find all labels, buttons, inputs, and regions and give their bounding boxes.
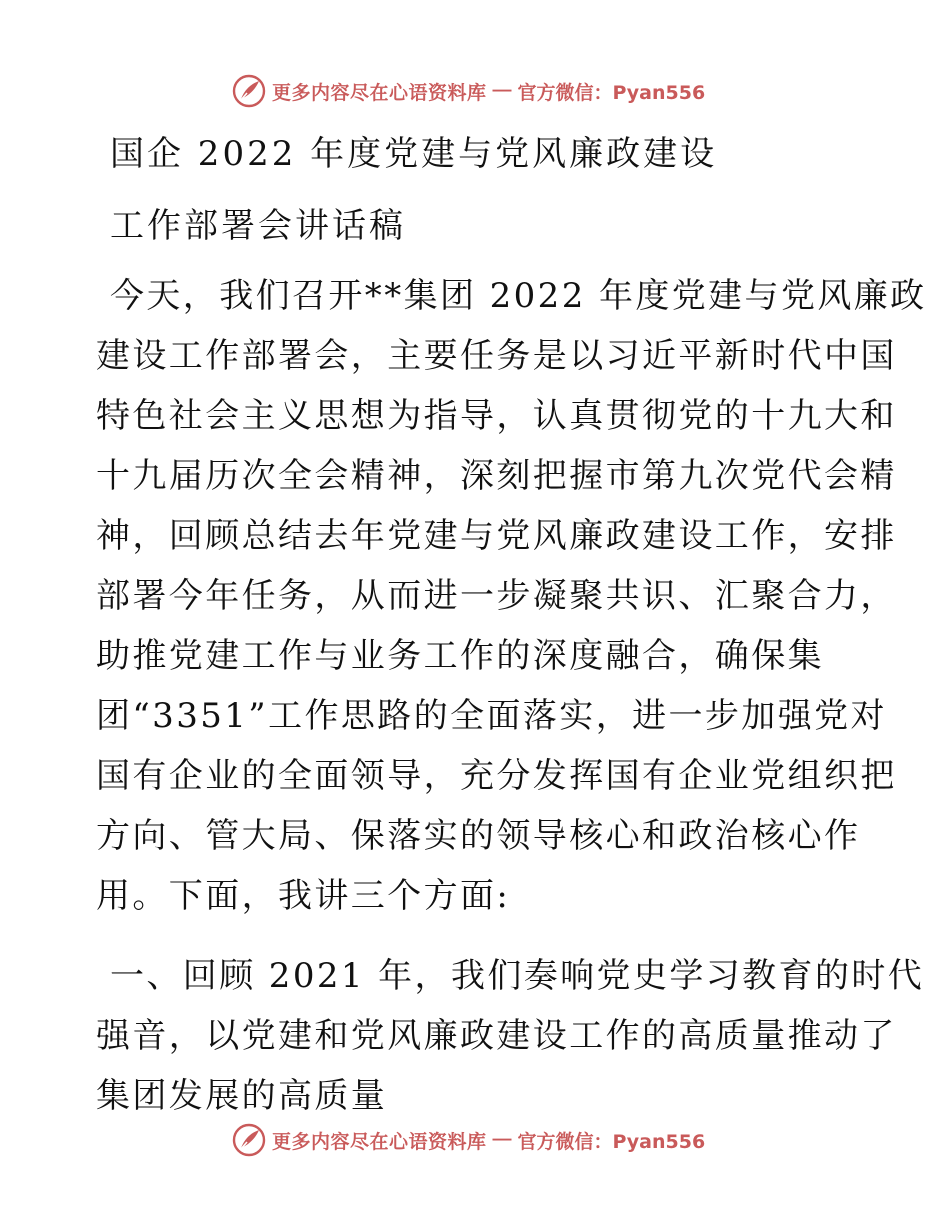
paragraph-1-line: 特色社会主义思想为指导，认真贯彻党的十九大和 [96, 396, 897, 436]
paragraph-1-line: 助推党建工作与业务工作的深度融合，确保集 [96, 636, 824, 676]
paragraph-1-line: 用。下面，我讲三个方面: [96, 876, 511, 916]
paragraph-1-line: 部署今年任务，从而进一步凝聚共识、汇聚合力， [96, 576, 897, 616]
section-1-heading-line: 集团发展的高质量 [96, 1076, 388, 1116]
paragraph-1-line: 团“3351”工作思路的全面落实，进一步加强党对 [96, 696, 887, 736]
paragraph-1-line: 建设工作部署会，主要任务是以习近平新时代中国 [96, 336, 897, 376]
document-body [96, 266, 927, 1126]
watermark-separator: — [492, 80, 512, 101]
watermark-contact-text: 官方微信：Pyan556 [517, 81, 706, 104]
feather-quill-logo-icon [232, 74, 266, 108]
watermark-bottom [232, 1120, 752, 1160]
watermark-brand-text: 更多内容尽在心语资料库 [272, 1130, 487, 1153]
document-title-line-2: 工作部署会讲话稿 [110, 206, 406, 246]
watermark-contact-text: 官方微信：Pyan556 [517, 1130, 706, 1153]
section-1-heading-line: 强音，以党建和党风廉政建设工作的高质量推动了 [96, 1016, 897, 1056]
document-title-line-1: 国企 2022 年度党建与党风廉政建设 [110, 134, 718, 174]
watermark-brand-text: 更多内容尽在心语资料库 [272, 81, 487, 104]
paragraph-gap [96, 926, 876, 946]
watermark-separator: — [492, 1129, 512, 1150]
paragraph-1-line: 神，回顾总结去年党建与党风廉政建设工作，安排 [96, 516, 897, 556]
paragraph-1-line: 国有企业的全面领导，充分发挥国有企业党组织把 [96, 756, 897, 796]
section-1-heading-line: 一、回顾 2021 年，我们奏响党史学习教育的时代 [110, 956, 925, 996]
feather-quill-logo-icon [232, 1123, 266, 1157]
paragraph-1-line: 十九届历次全会精神，深刻把握市第九次党代会精 [96, 456, 897, 496]
paragraph-1-line: 今天，我们召开**集团 2022 年度党建与党风廉政 [110, 276, 927, 316]
watermark-top [232, 71, 752, 111]
paragraph-1-line: 方向、管大局、保落实的领导核心和政治核心作 [96, 816, 861, 856]
